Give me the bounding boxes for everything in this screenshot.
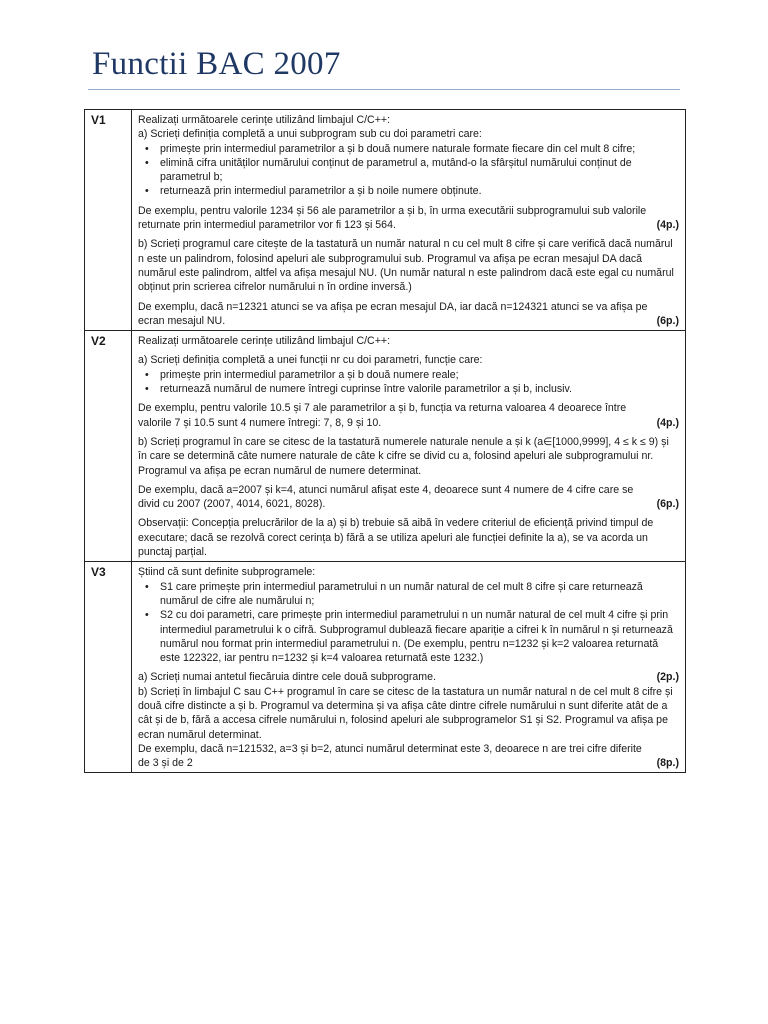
example-text: De exemplu, dacă n=12321 atunci se va afișa pe ecran mesajul DA, iar dacă n=124321 atunci se va afișa pe ecran mesajul NU. xyxy=(138,300,648,327)
example-text: De exemplu, dacă n=121532, a=3 și b=2, atunci numărul determinat este 3, deoarece n are trei cifre diferite de 3 și de 2 xyxy=(138,742,642,770)
variant-label: V2 xyxy=(85,331,132,562)
task-b-example-row xyxy=(138,483,679,512)
points-badge: (8p.) xyxy=(656,757,679,770)
list-item: • S1 care primește prin intermediul parametrului n un număr natural de cel mult 8 cifre și care returnează numărul de cifre ale numărului n; xyxy=(160,580,679,609)
task-a-text: a) Scrieți numai antetul fiecăruia dintre cele două subprograme. xyxy=(138,671,436,684)
variant-body xyxy=(132,562,686,773)
task-a-example-row xyxy=(138,401,679,430)
example-text: De exemplu, pentru valorile 10.5 și 7 ale parametrilor a și b, funcția va returna valoarea 4 deoarece între valorile 7 și 10.5 sunt 4 numere întregi: 7, 8, 9 și 10. xyxy=(138,402,627,429)
variant-body xyxy=(132,331,686,562)
list-item: • primește prin intermediul parametrilor a și b două numere reale; xyxy=(160,368,679,382)
example-text: De exemplu, dacă a=2007 și k=4, atunci numărul afișat este 4, deoarece sunt 4 numere de 4 cifre care se divid cu 2007 (2007, 4014, 6021, 8028). xyxy=(138,483,634,511)
task-b-example-row xyxy=(138,742,679,771)
list-item: • S2 cu doi parametri, care primește prin intermediul parametrului n un număr natural de cel mult 4 cifre și prin intermediul parametrului k o cifră. Subprogramul dublează fiecare apariție a cifrei k în numărul n și returnează numărul nou format prin intermediul parametrului n. (De exemplu, pentru n=1232 și k=2 valoarea returnată este 122322, iar pentru n=1232 și k=4 valoarea returnată este 1232.) xyxy=(160,608,679,665)
task-b-text: b) Scrieți programul care citește de la tastatură un număr natural n cu cel mult 8 cifre și care verifică dacă numărul n este un palindrom, folosind apeluri ale subprogramului sub. Programul va afișa pe ecran mesajul DA dacă numărul este palindrom, altfel va afișa mesajul NU. (Un număr natural n este palindrom dacă este egal cu numărul obținut prin scrierea cifrelor numărului n în ordine inversă.) xyxy=(138,238,674,294)
variant-label: V1 xyxy=(85,110,132,331)
title-underline xyxy=(88,89,680,90)
subprogram-list xyxy=(138,580,679,666)
example-text: De exemplu, pentru valorile 1234 și 56 ale parametrilor a și b, în urma executării subprogramului sub valorile returnate prin intermediul parametrilor vor fi 123 și 564. xyxy=(138,204,647,232)
list-item: • returnează prin intermediul parametrilor a și b noile numere obținute. xyxy=(160,184,679,198)
page-title: Functii BAC 2007 xyxy=(92,46,341,82)
task-b-text: b) Scrieți programul în care se citesc de la tastatură numerele naturale nenule a și k (a∈[1000,9999], 4 ≤ k ≤ 9) și în care se determină câte numere naturale de câte k cifre se divid cu a, folosind apeluri ale subprogramului nr. Programul va afișa pe ecran numărul de numere determinat. xyxy=(138,435,669,477)
task-a-heading: a) Scrieți definiția completă a unei funcții nr cu doi parametri, funcție care: xyxy=(138,354,483,367)
task-a-row xyxy=(138,670,679,684)
variant-label: V3 xyxy=(85,562,132,773)
variant-body xyxy=(132,110,686,331)
variants-table xyxy=(84,109,686,773)
list-item: • elimină cifra unităților numărului conținut de parametrul a, mutând-o la sfârșitul numărului conținut de parametrul b; xyxy=(160,156,679,185)
list-item: • returnează numărul de numere întregi cuprinse între valorile parametrilor a și b, inclusiv. xyxy=(160,382,679,396)
task-a-example-row xyxy=(138,204,679,233)
variant-row-v2 xyxy=(85,331,686,562)
note-text: Observații: Concepția prelucrărilor de la a) și b) trebuie să aibă în vedere criteriul de eficiență privind timpul de executare; dacă se rezolvă corect cerința b) fără a se utiliza apeluri ale funcției definite la a), se va acorda un punctaj parțial. xyxy=(138,517,654,559)
task-b-text: b) Scrieți în limbajul C sau C++ programul în care se citesc de la tastatura un număr natural n de cel mult 8 cifre și două cifre distincte a și b. Programul va determina și va afișa câte dintre cifrele numărului n sunt diferite atât de a cât și de b, fără a accesa cifrele numărului n, folosind apeluri ale subprogramelor S1 și S2. Programul va afișa pe ecran numărul determinat. xyxy=(138,685,673,741)
intro-text: Știind că sunt definite subprogramele: xyxy=(138,566,316,579)
points-badge: (4p.) xyxy=(656,416,679,429)
task-a-list xyxy=(138,368,679,397)
task-b-example-row xyxy=(138,300,679,329)
task-a-heading: a) Scrieți definiția completă a unui subprogram sub cu doi parametri care: xyxy=(138,128,482,141)
variant-row-v1 xyxy=(85,110,686,331)
points-badge: (2p.) xyxy=(656,671,679,684)
list-item: • primește prin intermediul parametrilor a și b două numere naturale formate fiecare din cel mult 8 cifre; xyxy=(160,142,679,156)
points-badge: (6p.) xyxy=(656,314,679,327)
points-badge: (4p.) xyxy=(656,219,679,232)
task-a-list xyxy=(138,142,679,199)
points-badge: (6p.) xyxy=(656,498,679,511)
intro-text: Realizați următoarele cerințe utilizând limbajul C/C++: xyxy=(138,114,391,126)
variant-row-v3 xyxy=(85,562,686,773)
intro-text: Realizați următoarele cerințe utilizând limbajul C/C++: xyxy=(138,335,391,348)
